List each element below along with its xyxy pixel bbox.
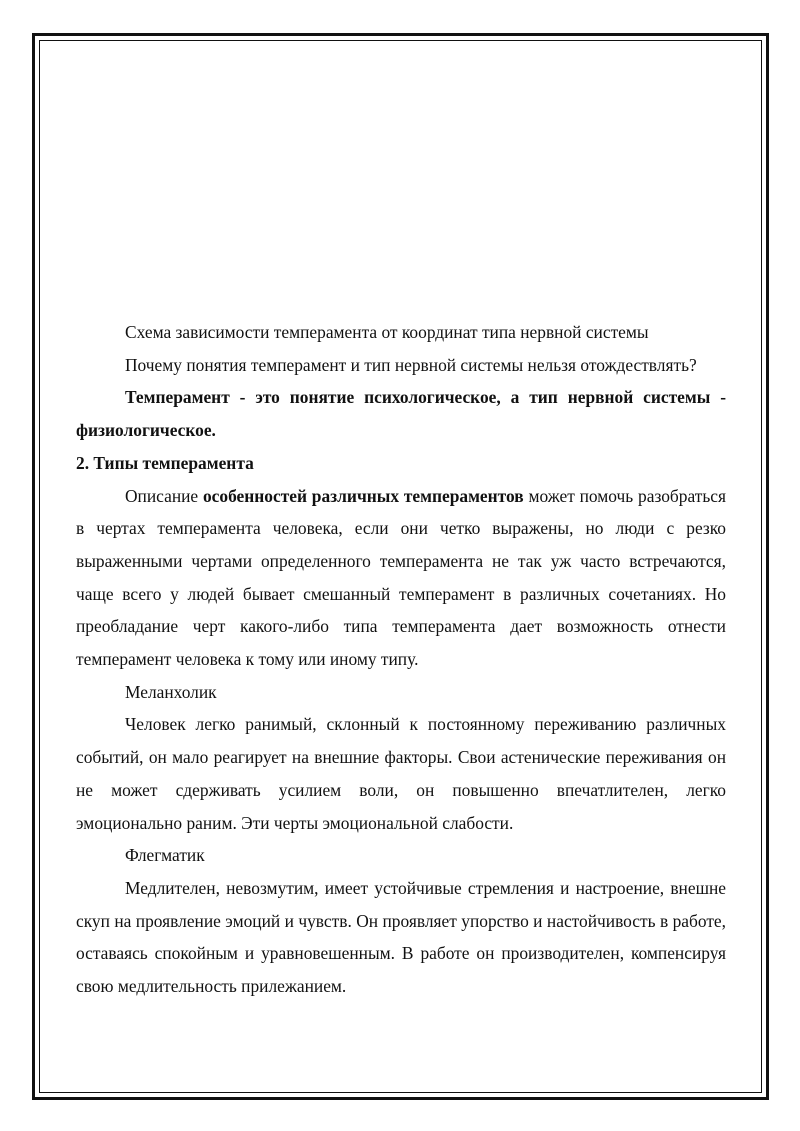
phlegmatic-title: Флегматик [125,845,205,866]
definition-paragraph: Темперамент - это понятие психологическое, а тип нервной системы - физиологическое. [76,387,726,441]
scheme-caption: Схема зависимости темперамента от координат типа нервной системы [125,322,649,342]
question-paragraph: Почему понятия темперамент и тип нервной системы нельзя отождествлять? [125,354,697,375]
section-heading: 2. Типы темперамента [76,452,254,473]
phlegmatic-text: Медлителен, невозмутим, имеет устойчивые стремления и настроение, внешне скуп на проявление эмоций и чувств. Он проявляет упорство и настойчивость в работе, оставаясь спокойным и уравновешенным. В работе он производителен, компенсируя свою медлительность прилежанием. [76,877,726,997]
melancholic-text: Человек легко ранимый, склонный к постоянному переживанию различных событий, он мало реагирует на внешние факторы. Свои астенические переживания он не может сдерживать усилием воли, он повышенно впечатлителен, легко эмоционально раним. Эти черты эмоциональной слабости. [76,714,726,833]
description-rest: может помочь разобраться в чертах темперамента человека, если они четко выражены, но люди с резко выраженными чертами определенного темперамента не так уж часто встречаются, чаще всего у людей бывает смешанный темперамент в различных сочетаниях. Но преобладание черт какого-либо типа темперамента дает возможность отнести темперамент человека к тому или иному типу. [76,485,726,670]
description-bold: особенностей различных темпераментов [202,485,524,506]
description-start: Описание [125,485,203,506]
melancholic-title: Меланхолик [125,681,217,702]
document-body [76,316,726,1003]
description-paragraph [76,480,726,676]
